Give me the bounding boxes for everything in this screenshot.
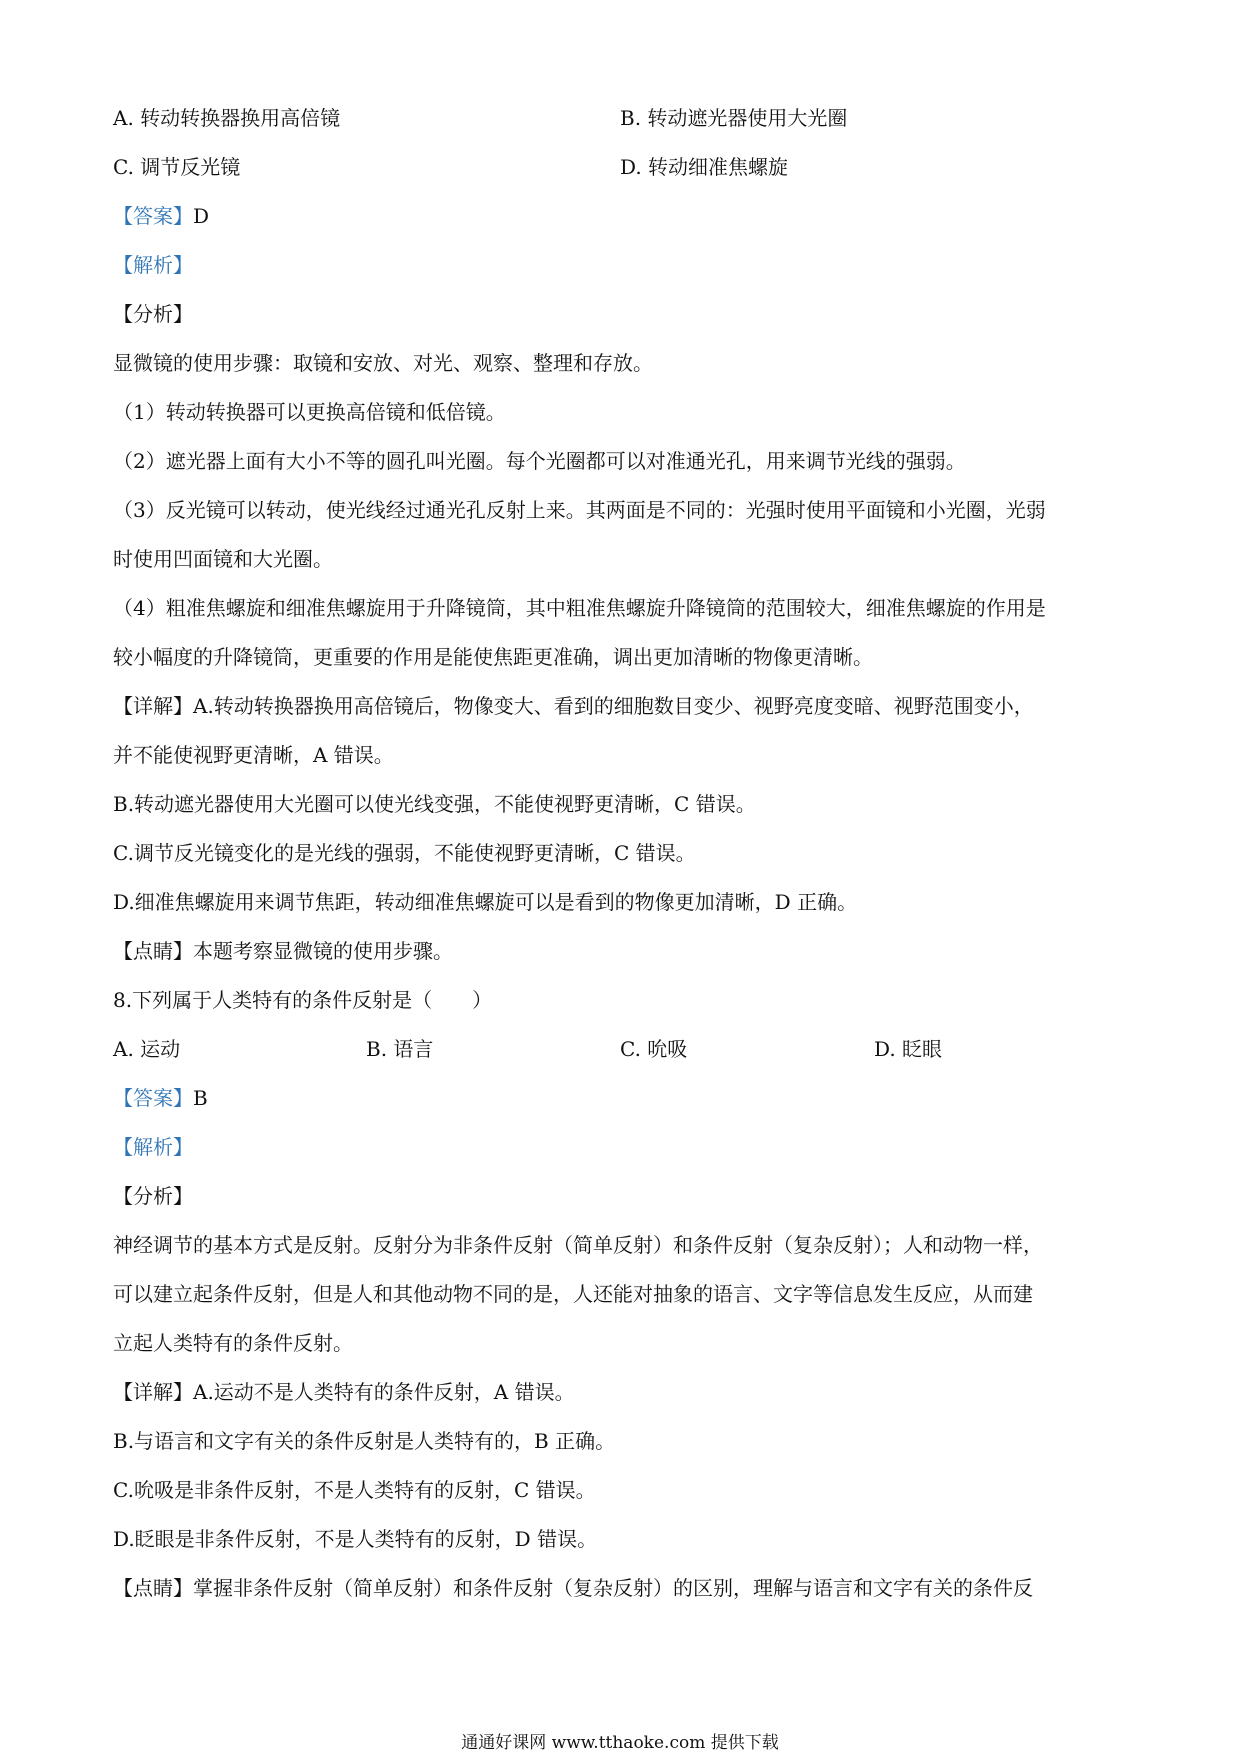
dianjing-tag: 【点睛】 xyxy=(113,1576,193,1600)
q8-option-a: A. 运动 xyxy=(113,1037,181,1061)
q7-fenxi-line: 显微镜的使用步骤：取镜和安放、对光、观察、整理和存放。 xyxy=(113,351,653,375)
q7-fenxi-line: （3）反光镜可以转动，使光线经过通光孔反射上来。其两面是不同的：光强时使用平面镜和小光圈，光弱 xyxy=(113,498,1046,522)
answer-value: B xyxy=(193,1086,208,1110)
q8-dianjing xyxy=(113,1574,1033,1602)
q8-detail-line: B.与语言和文字有关的条件反射是人类特有的，B 正确。 xyxy=(113,1429,616,1453)
q7-fenxi-line: （2）遮光器上面有大小不等的圆孔叫光圈。每个光圈都可以对准通光孔，用来调节光线的强弱。 xyxy=(113,449,966,473)
q7-fenxi-line: （1）转动转换器可以更换高倍镜和低倍镜。 xyxy=(113,400,506,424)
q8-option-b: B. 语言 xyxy=(366,1037,434,1061)
q7-detail-line: C.调节反光镜变化的是光线的强弱，不能使视野更清晰，C 错误。 xyxy=(113,841,696,865)
q8-analysis-tag: 【解析】 xyxy=(113,1135,193,1159)
q7-detail-line: D.细准焦螺旋用来调节焦距，转动细准焦螺旋可以是看到的物像更加清晰，D 正确。 xyxy=(113,890,858,914)
detail-tag: 【详解】 xyxy=(113,1380,193,1404)
answer-tag: 【答案】 xyxy=(113,204,193,228)
q7-analysis-tag: 【解析】 xyxy=(113,253,193,277)
q8-fenxi-tag: 【分析】 xyxy=(113,1184,193,1208)
detail-tag: 【详解】 xyxy=(113,694,193,718)
q8-detail-line: D.眨眼是非条件反射，不是人类特有的反射，D 错误。 xyxy=(113,1527,598,1551)
q7-fenxi-line: 时使用凹面镜和大光圈。 xyxy=(113,547,333,571)
q7-detail-line: B.转动遮光器使用大光圈可以使光线变强，不能使视野更清晰，C 错误。 xyxy=(113,792,756,816)
page-footer: 通通好课网 www.tthaoke.com 提供下载 xyxy=(461,1733,779,1753)
q7-fenxi-line: （4）粗准焦螺旋和细准焦螺旋用于升降镜筒，其中粗准焦螺旋升降镜筒的范围较大，细准焦螺旋的作用是 xyxy=(113,596,1046,620)
q7-option-d: D. 转动细准焦螺旋 xyxy=(620,155,789,179)
q8-fenxi-line: 可以建立起条件反射，但是人和其他动物不同的是，人还能对抽象的语言、文字等信息发生反应，从而建 xyxy=(113,1282,1033,1306)
detail-first-line: A.转动转换器换用高倍镜后，物像变大、看到的细胞数目变少、视野亮度变暗、视野范围变小， xyxy=(193,694,1034,718)
q7-option-a: A. 转动转换器换用高倍镜 xyxy=(113,106,341,130)
q7-fenxi-line: 较小幅度的升降镜筒，更重要的作用是能使焦距更准确，调出更加清晰的物像更清晰。 xyxy=(113,645,873,669)
q7-detail-line: 并不能使视野更清晰，A 错误。 xyxy=(113,743,394,767)
detail-first-line: A.运动不是人类特有的条件反射，A 错误。 xyxy=(193,1380,575,1404)
q8-option-d: D. 眨眼 xyxy=(874,1037,943,1061)
q7-dianjing xyxy=(113,937,453,965)
q8-fenxi-line: 神经调节的基本方式是反射。反射分为非条件反射（简单反射）和条件反射（复杂反射）；人和动物一样， xyxy=(113,1233,1043,1257)
q7-option-c: C. 调节反光镜 xyxy=(113,155,241,179)
dianjing-text: 本题考察显微镜的使用步骤。 xyxy=(193,939,453,963)
dianjing-text: 掌握非条件反射（简单反射）和条件反射（复杂反射）的区别，理解与语言和文字有关的条件反 xyxy=(193,1576,1033,1600)
q7-option-b: B. 转动遮光器使用大光圈 xyxy=(620,106,848,130)
answer-tag: 【答案】 xyxy=(113,1086,193,1110)
q8-answer xyxy=(113,1084,208,1112)
q7-answer xyxy=(113,202,209,230)
q8-detail-line: C.吮吸是非条件反射，不是人类特有的反射，C 错误。 xyxy=(113,1478,596,1502)
dianjing-tag: 【点睛】 xyxy=(113,939,193,963)
q8-question: 8.下列属于人类特有的条件反射是（ ） xyxy=(113,988,493,1012)
q7-fenxi-tag: 【分析】 xyxy=(113,302,193,326)
q7-detail xyxy=(113,692,1034,720)
q8-option-c: C. 吮吸 xyxy=(620,1037,688,1061)
answer-value: D xyxy=(193,204,210,228)
q8-detail xyxy=(113,1378,575,1406)
q8-fenxi-line: 立起人类特有的条件反射。 xyxy=(113,1331,353,1355)
